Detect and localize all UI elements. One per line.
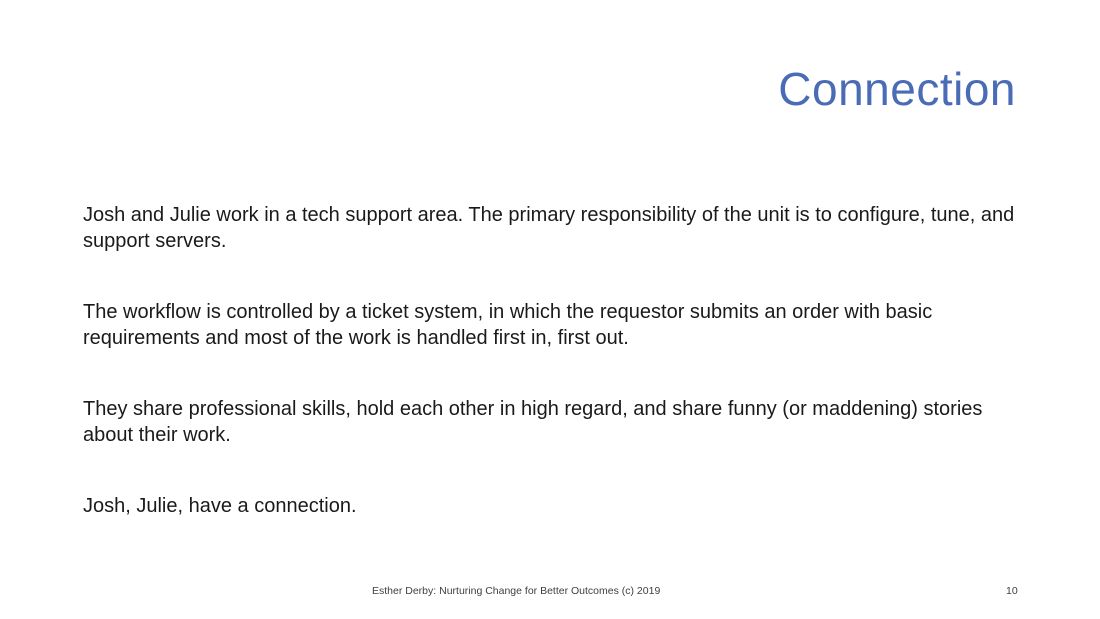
paragraph-1: Josh and Julie work in a tech support area. The primary responsibility of the unit is to configure, tune, and support servers. (83, 204, 1015, 252)
slide-title: Connection (778, 63, 1016, 115)
paragraph-2: The workflow is controlled by a ticket system, in which the requestor submits an order with basic requirements and most of the work is handled first in, first out. (83, 301, 933, 349)
paragraph-3: They share professional skills, hold each other in high regard, and share funny (or maddening) stories about their work. (83, 398, 983, 446)
footer-text: Esther Derby: Nurturing Change for Better Outcomes (c) 2019 (372, 585, 661, 597)
page-number: 10 (1006, 585, 1018, 597)
paragraph-4: Josh, Julie, have a connection. (83, 495, 357, 517)
slide-body (83, 202, 1023, 564)
